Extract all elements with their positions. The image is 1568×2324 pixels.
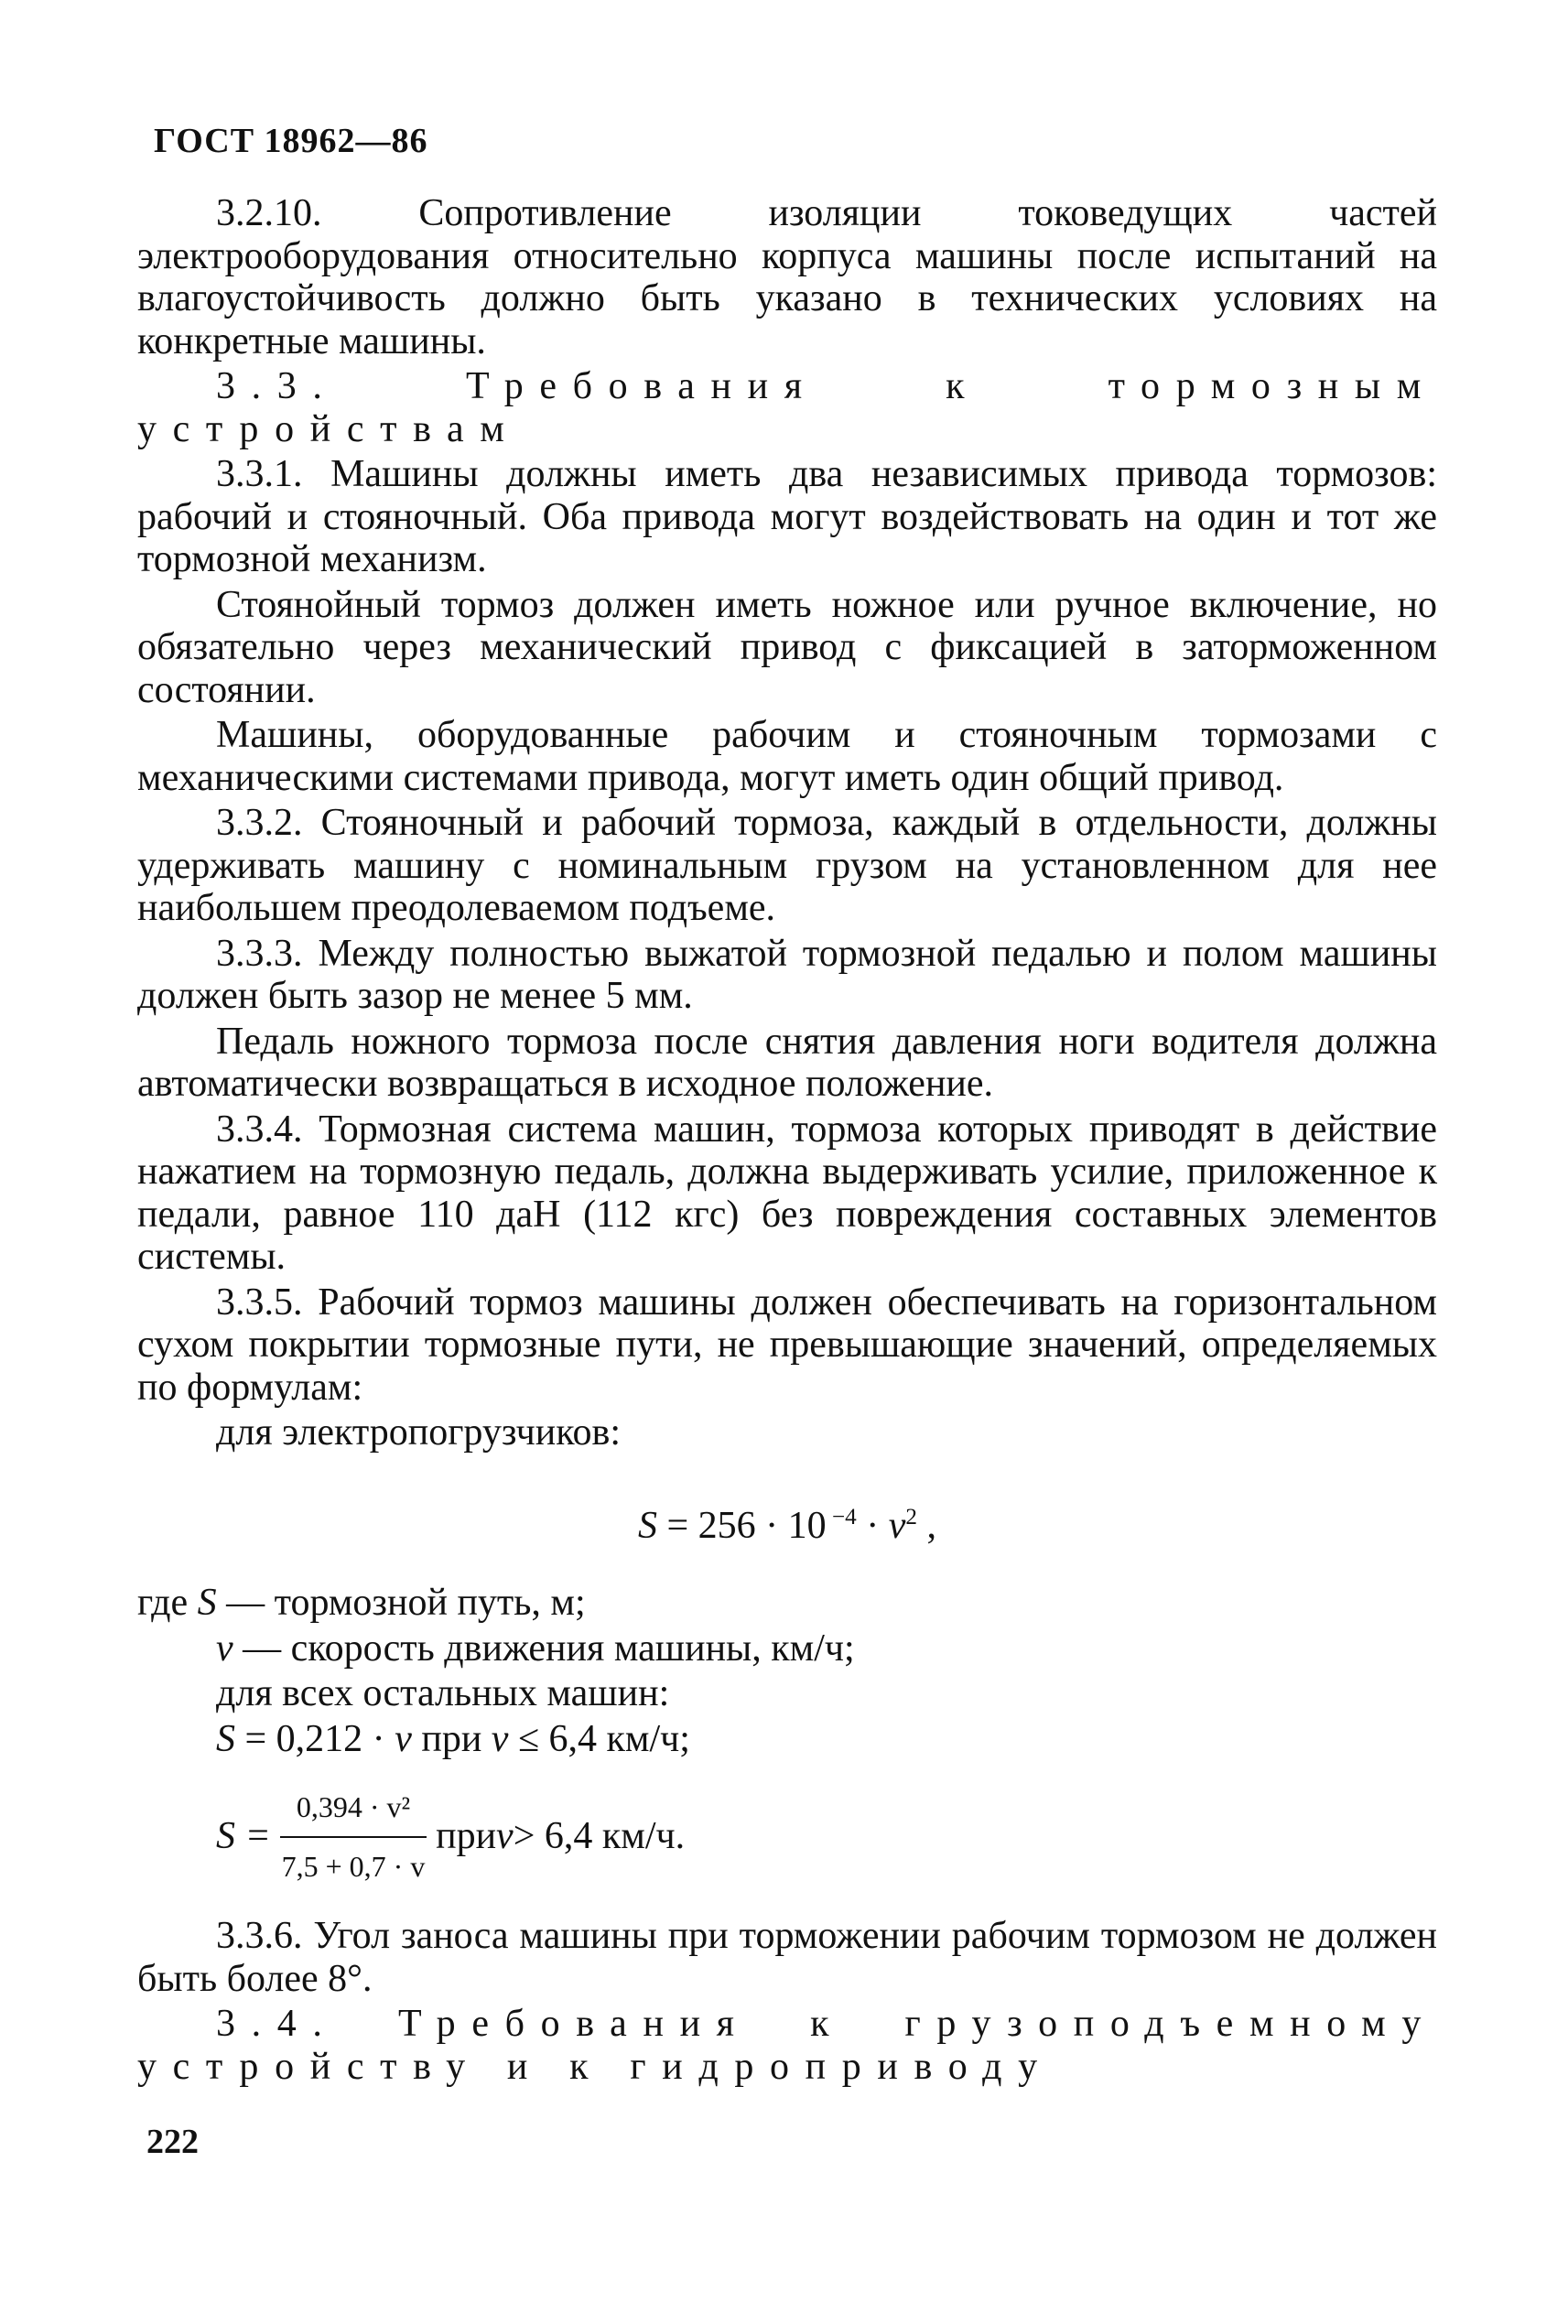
where-prefix: где (137, 1582, 198, 1624)
paragraph-3-3-5: 3.3.5. Рабочий тормоз машины должен обеспечивать на горизонтальном сухом покрытии тормозные пути, не превышающие значений, определяемых по формулам: (137, 1281, 1437, 1409)
formula3-cond-post: > 6,4 км/ч. (513, 1815, 686, 1858)
formula-comma: , (917, 1504, 937, 1547)
formula3-denominator: 7,5 + 0,7 · v (281, 1849, 426, 1883)
formula3-cond-var: v (496, 1815, 514, 1858)
formula-others-low (137, 1718, 1437, 1761)
formula3-fraction (280, 1786, 427, 1887)
formula2-when: при (411, 1717, 492, 1760)
section-heading-3-3: 3.3. Требования к тормозным устройствам (137, 365, 1437, 450)
where-s-desc: — тормозной путь, м; (226, 1582, 586, 1624)
formula2-cond: ≤ 6,4 км/ч; (508, 1717, 690, 1760)
paragraph-others: для всех остальных машин: (216, 1672, 670, 1714)
document-header: ГОСТ 18962—86 (154, 122, 428, 160)
formula3-cond-pre: при (436, 1815, 497, 1858)
formula3-lhs: S = (216, 1815, 271, 1858)
formula-power: 2 (905, 1504, 918, 1530)
page-number: 222 (146, 2123, 199, 2161)
paragraph-3-3-2: 3.3.2. Стояночный и рабочий тормоза, каждый в отдельности, должны удерживать машину с номинальным грузом на установленном для нее наибольшем преодолеваемом подъеме. (137, 802, 1437, 929)
paragraph-3-3-3: 3.3.3. Между полностью выжатой тормозной педалью и полом машины должен быть зазор не менее 5 мм. (137, 932, 1437, 1017)
formula-exponent: −4 (826, 1504, 857, 1530)
paragraph-3-3-6: 3.3.6. Угол заноса машины при торможении рабочим тормозом не должен быть более 8°. (137, 1915, 1437, 2000)
formula2-var-v: v (395, 1717, 412, 1760)
paragraph-3-2-10: 3.2.10. Сопротивление изоляции токоведущих частей электрооборудования относительно корпуса машины после испытаний на влагоустойчивость должно быть указано в технических условиях на конкретные машины. (137, 192, 1437, 362)
formula2-var-v2: v (491, 1717, 509, 1760)
where-v-desc: — скорость движения машины, км/ч; (232, 1627, 855, 1670)
where-s-line (137, 1582, 1437, 1625)
section-heading-3-4: 3.4. Требования к грузоподъемному устройству и к гидроприводу (137, 2003, 1437, 2088)
paragraph-3-3-4: 3.3.4. Тормозная система машин, тормоза которых приводят в действие нажатием на тормозную педаль, должна выдерживать усилие, приложенное к педали, равное 110 даН (112 кгс) без повреждения составных элементов системы. (137, 1108, 1437, 1278)
where-var-v: v (216, 1627, 233, 1670)
formula2-coef: = 0,212 · (235, 1717, 395, 1760)
paragraph-3-3-1-parking: Стоянойный тормоз должен иметь ножное или ручное включение, но обязательно через механический привод с фиксацией в заторможенном состоянии. (137, 583, 1437, 711)
formula3-numerator: 0,394 · v² (280, 1786, 427, 1838)
formula-var-s: S (637, 1504, 657, 1547)
formula-dot: · (856, 1504, 889, 1547)
paragraph-3-3-1-common: Машины, оборудованные рабочим и стояночным тормозами с механическими системами привода, могут иметь один общий привод. (137, 714, 1437, 799)
formula2-var-s: S (216, 1717, 235, 1760)
paragraph-electro: для электропогрузчиков: (216, 1411, 622, 1454)
formula-others-high (216, 1786, 1437, 1887)
document-body (137, 192, 1437, 2091)
paragraph-3-3-3-pedal: Педаль ножного тормоза после снятия давления ноги водителя должна автоматически возвращаться в исходное положение. (137, 1020, 1437, 1105)
where-v-line (137, 1627, 1437, 1670)
formula-var-v: v (888, 1504, 906, 1547)
formula-electro (137, 1497, 1437, 1548)
where-var-s: S (197, 1582, 217, 1624)
formula-coef: = 256 · 10 (656, 1504, 827, 1547)
paragraph-3-3-1: 3.3.1. Машины должны иметь два независимых привода тормозов: рабочий и стояночный. Оба привода могут воздействовать на один и тот же тормозной механизм. (137, 453, 1437, 580)
